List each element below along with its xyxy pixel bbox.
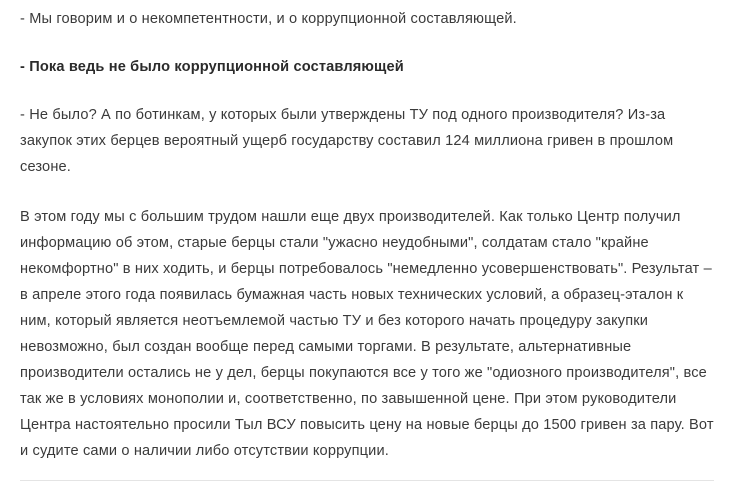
- paragraph-question: - Пока ведь не было коррупционной составляющей: [20, 59, 404, 75]
- paragraph-body: В этом году мы с большим трудом нашли еще двух производителей. Как только Центр получил информацию об этом, старые берцы стали "ужасно неудобными", солдатам стало "крайне некомфортно" в них ходить, и берцы потребовалось "немедленно усовершенствовать". Результат – в апреле этого года появилась бумажная часть новых технических условий, а образец-эталон к ним, который является неотъемлемой частью ТУ и без которого начать процедуру закупки невозможно, был создан вообще перед самыми торгами. В результате, альтернативные производители остались не у дел, берцы покупаются все у того же "одиозного производителя", все так же в условиях монополии и, соответственно, по завышенной цене. При этом руководители Центра настоятельно просили Тыл ВСУ повысить цену на новые берцы до 1500 гривен за пару. Вот и судите сами о наличии либо отсутствии коррупции.: [20, 209, 714, 459]
- paragraph-intro: - Мы говорим и о некомпетентности, и о коррупционной составляющей.: [20, 11, 517, 27]
- paragraph-answer: - Не было? А по ботинкам, у которых были утверждены ТУ под одного производителя? Из-за закупок этих берцев вероятный ущерб государству составил 124 миллиона гривен в прошлом сезоне.: [20, 107, 674, 175]
- section-divider: [20, 480, 714, 481]
